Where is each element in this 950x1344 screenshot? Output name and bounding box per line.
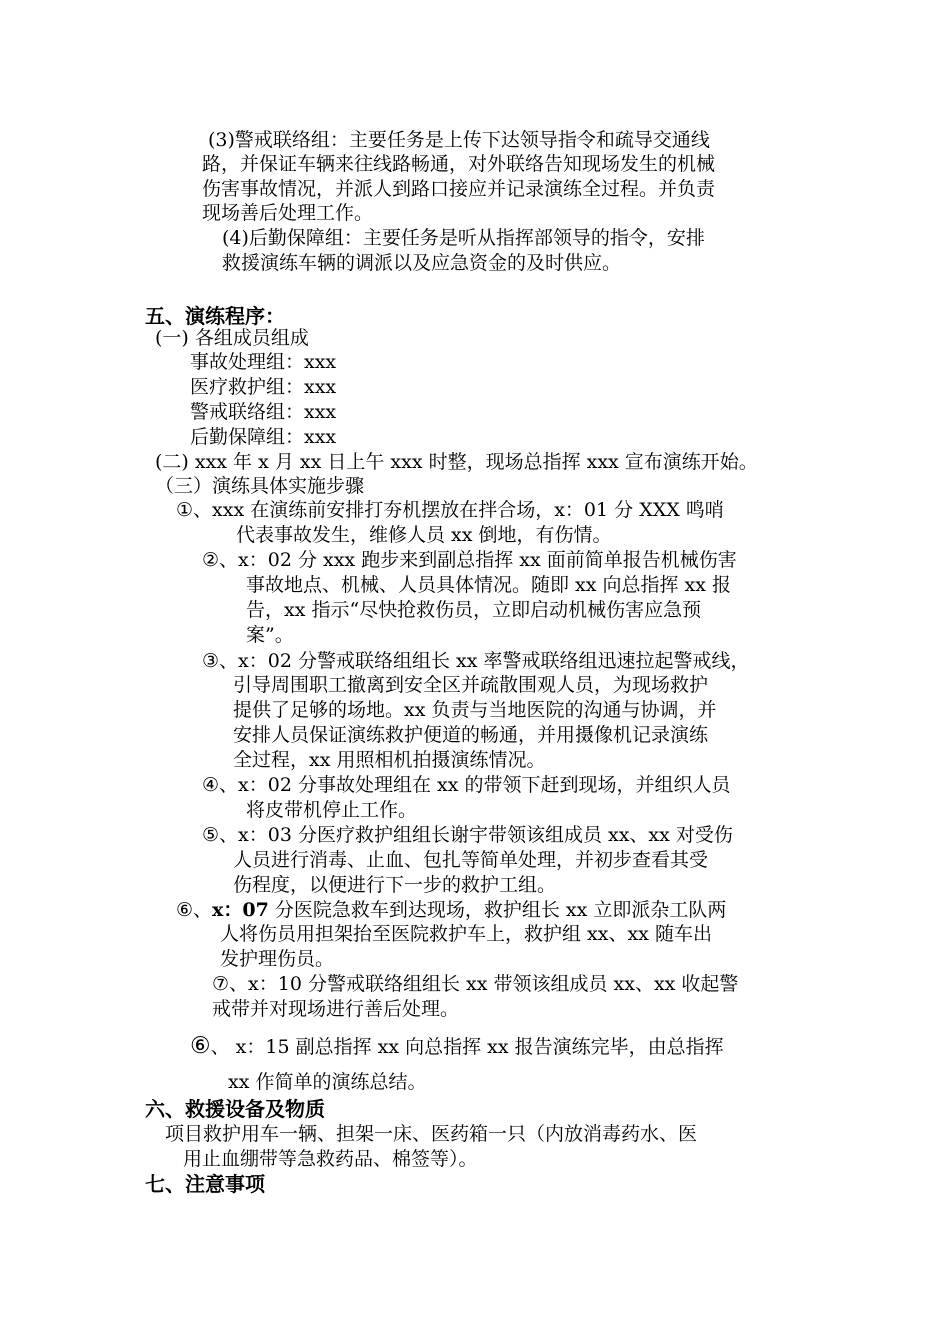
step7-line2: 戒带并对现场进行善后处理。 <box>212 998 460 1020</box>
member-medical: 医疗救护组：xxx <box>190 376 337 398</box>
para3-line2: 路，并保证车辆来往线路畅通，对外联络告知现场发生的机械 <box>202 153 716 175</box>
step5-line3: 伤程度，以便进行下一步的救护工组。 <box>233 874 557 896</box>
step2-line2: 事故地点、机械、人员具体情况。随即 xx 向总指挥 xx 报 <box>246 574 732 596</box>
step6-line1 <box>176 898 726 922</box>
step3-line5: 全过程，xx 用照相机拍摄演练情况。 <box>233 749 546 771</box>
step4-line2: 将皮带机停止工作。 <box>246 799 418 821</box>
step3-line1: ③、x：02 分警戒联络组组长 xx 率警戒联络组迅速拉起警戒线， <box>202 650 750 672</box>
step1-line2: 代表事故发生，维修人员 xx 倒地，有伤情。 <box>236 524 612 546</box>
section6-body-line1: 项目救护用车一辆、担架一床、医药箱一只（内放消毒药水、医 <box>165 1123 698 1145</box>
section6-heading: 六、救援设备及物质 <box>145 1097 325 1121</box>
section5-heading: 五、演练程序： <box>145 304 285 328</box>
step3-line3: 提供了足够的场地。xx 负责与当地医院的沟通与协调，并 <box>233 699 717 721</box>
section7-heading: 七、注意事项 <box>145 1172 265 1196</box>
member-accident: 事故处理组：xxx <box>190 351 337 373</box>
para3-line4: 现场善后处理工作。 <box>202 202 374 224</box>
step6-marker: ⑥、 <box>176 899 213 921</box>
step3-line4: 安排人员保证演练救护便道的畅通，并用摄像机记录演练 <box>233 724 709 746</box>
step6-line2: 人将伤员用担架抬至医院救护车上，救护组 xx、xx 随车出 <box>220 923 712 945</box>
step6-line3: 发护理伤员。 <box>220 948 335 970</box>
step8-line2: xx 作简单的演练总结。 <box>228 1071 427 1093</box>
sub1-title: (一) 各组成员组成 <box>155 327 309 349</box>
step2-line3: 告，xx 指示“尽快抢救伤员，立即启动机械伤害应急预 <box>246 599 702 621</box>
step1-line1: ①、xxx 在演练前安排打夯机摆放在拌合场，x：01 分 XXX 鸣哨 <box>176 499 724 521</box>
step4-line1: ④、x：02 分事故处理组在 xx 的带领下赶到现场，并组织人员 <box>202 774 731 796</box>
step8-line1 <box>190 1034 724 1059</box>
step5-line2: 人员进行消毒、止血、包扎等简单处理，并初步查看其受 <box>233 849 709 871</box>
section6-body-line2: 用止血绷带等急救药品、棉签等）。 <box>183 1148 478 1170</box>
step2-line1: ②、x：02 分 xxx 跑步来到副总指挥 xx 面前简单报告机械伤害 <box>202 549 737 571</box>
step7-line1: ⑦、x：10 分警戒联络组组长 xx 带领该组成员 xx、xx 收起警 <box>212 973 739 995</box>
step6-text: 分医院急救车到达现场，救护组长 xx 立即派杂工队两 <box>274 899 727 921</box>
para3-line1: (3)警戒联络组：主要任务是上传下达领导指令和疏导交通线 <box>208 129 710 151</box>
step5-line1: ⑤、x：03 分医疗救护组组长谢宇带领该组成员 xx、xx 对受伤 <box>202 824 733 846</box>
member-guard: 警戒联络组：xxx <box>190 401 337 423</box>
sub2-text: (二) xxx 年 x 月 xx 日上午 xxx 时整，现场总指挥 xxx 宣布演练开始。 <box>155 451 758 473</box>
sub3-title: （三）演练具体实施步骤 <box>155 475 365 497</box>
member-logistics: 后勤保障组：xxx <box>190 426 337 448</box>
step2-line4: 案”。 <box>246 624 294 646</box>
para3-line3: 伤害事故情况，并派人到路口接应并记录演练全过程。并负责 <box>202 178 716 200</box>
para4-line2: 救援演练车辆的调派以及应急资金的及时供应。 <box>222 252 622 274</box>
step8-marker: ⑥ <box>190 1033 211 1059</box>
step6-time: x：07 <box>212 899 269 921</box>
step8-text: 、 x：15 副总指挥 xx 向总指挥 xx 报告演练完毕，由总指挥 <box>210 1036 724 1058</box>
para4-line1: (4)后勤保障组：主要任务是听从指挥部领导的指令，安排 <box>222 227 705 249</box>
step3-line2: 引导周围职工撤离到安全区并疏散围观人员，为现场救护 <box>233 674 709 696</box>
